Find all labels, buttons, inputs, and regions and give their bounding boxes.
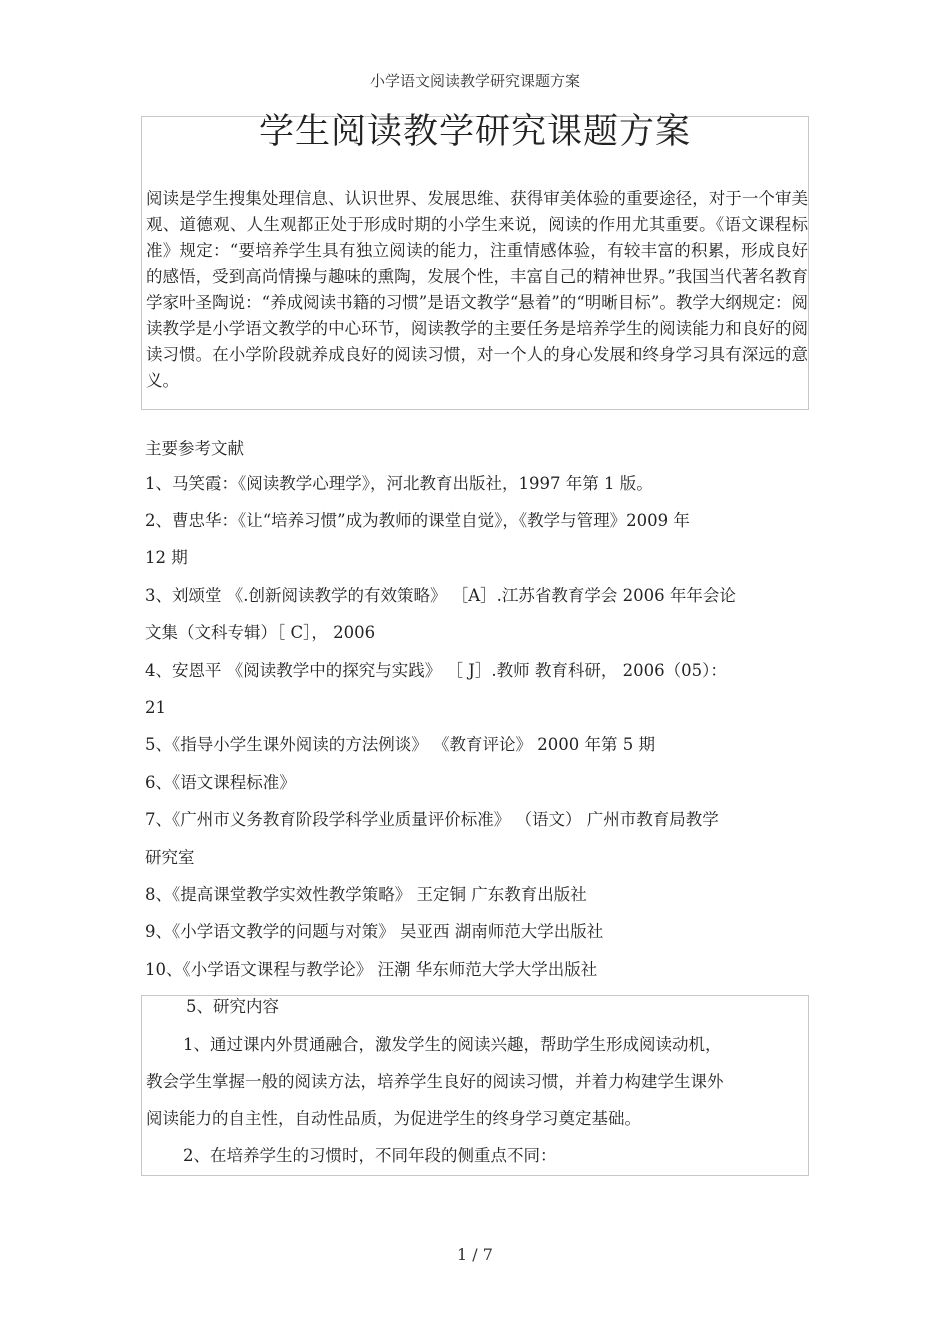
reference-line: 9、《小学语文教学的问题与对策》 吴亚西 湖南师范大学出版社 bbox=[145, 922, 604, 941]
running-header: 小学语文阅读教学研究课题方案 bbox=[369, 72, 580, 90]
reference-line: 文集（文科专辑）［ C］， 2006 bbox=[145, 623, 376, 642]
content-line: 阅读能力的自主性，自动性品质，为促进学生的终身学习奠定基础。 bbox=[146, 1109, 641, 1128]
reference-line: 2、曹忠华：《让“培养习惯”成为教师的课堂自觉》，《教学与管理》2009 年 bbox=[145, 511, 690, 530]
content-line: 教会学生掌握一般的阅读方法，培养学生良好的阅读习惯，并着力构建学生课外 bbox=[146, 1072, 724, 1091]
content-line: 2、在培养学生的习惯时，不同年段的侧重点不同： bbox=[183, 1146, 557, 1165]
reference-line: 6、《语文课程标准》 bbox=[145, 773, 296, 792]
content-line: 1、通过课内外贯通融合，激发学生的阅读兴趣，帮助学生形成阅读动机， bbox=[183, 1035, 722, 1054]
reference-line: 12 期 bbox=[145, 548, 188, 567]
reference-line: 10、《小学语文课程与教学论》 汪潮 华东师范大学大学出版社 bbox=[145, 960, 598, 979]
document-title: 学生阅读教学研究课题方案 bbox=[258, 112, 691, 152]
reference-line: 1、马笑霞：《阅读教学心理学》，河北教育出版社，1997 年第 1 版。 bbox=[145, 474, 653, 493]
section-heading: 5、研究内容 bbox=[186, 997, 279, 1016]
reference-line: 5、《指导小学生课外阅读的方法例谈》 《教育评论》 2000 年第 5 期 bbox=[145, 735, 655, 754]
reference-line: 21 bbox=[145, 698, 166, 717]
page-number: 1 / 7 bbox=[457, 1245, 493, 1264]
intro-paragraph: 阅读是学生搜集处理信息、认识世界、发展思维、获得审美体验的重要途径，对于一个审美观、道德观、人生观都正处于形成时期的小学生来说，阅读的作用尤其重要。《语文课程标准》规定：“要培养学生具有独立阅读的能力，注重情感体验，有较丰富的积累，形成良好的感悟，受到高尚情操与趣味的熏陶，发展个性，丰富自己的精神世界。”我国当代著名教育学家叶圣陶说：“养成阅读书籍的习惯”是语文教学“悬着”的“明晰目标”。教学大纲规定：阅读教学是小学语文教学的中心环节，阅读教学的主要任务是培养学生的阅读能力和良好的阅读习惯。在小学阶段就养成良好的阅读习惯，对一个人的身心发展和终身学习具有深远的意义。 bbox=[146, 189, 808, 390]
reference-line: 8、《提高课堂教学实效性教学策略》 王定铜 广东教育出版社 bbox=[145, 885, 587, 904]
reference-line: 3、刘颂堂 《.创新阅读教学的有效策略》 ［A］.江苏省教育学会 2006 年年会论 bbox=[145, 586, 736, 605]
reference-line: 7、《广州市义务教育阶段学科学业质量评价标准》 （语文） 广州市教育局教学 bbox=[145, 810, 719, 829]
reference-line: 4、安恩平 《阅读教学中的探究与实践》 ［ J］.教师 教育科研， 2006（05）： bbox=[145, 661, 727, 680]
references-heading: 主要参考文献 bbox=[145, 439, 244, 458]
reference-line: 研究室 bbox=[145, 848, 195, 867]
